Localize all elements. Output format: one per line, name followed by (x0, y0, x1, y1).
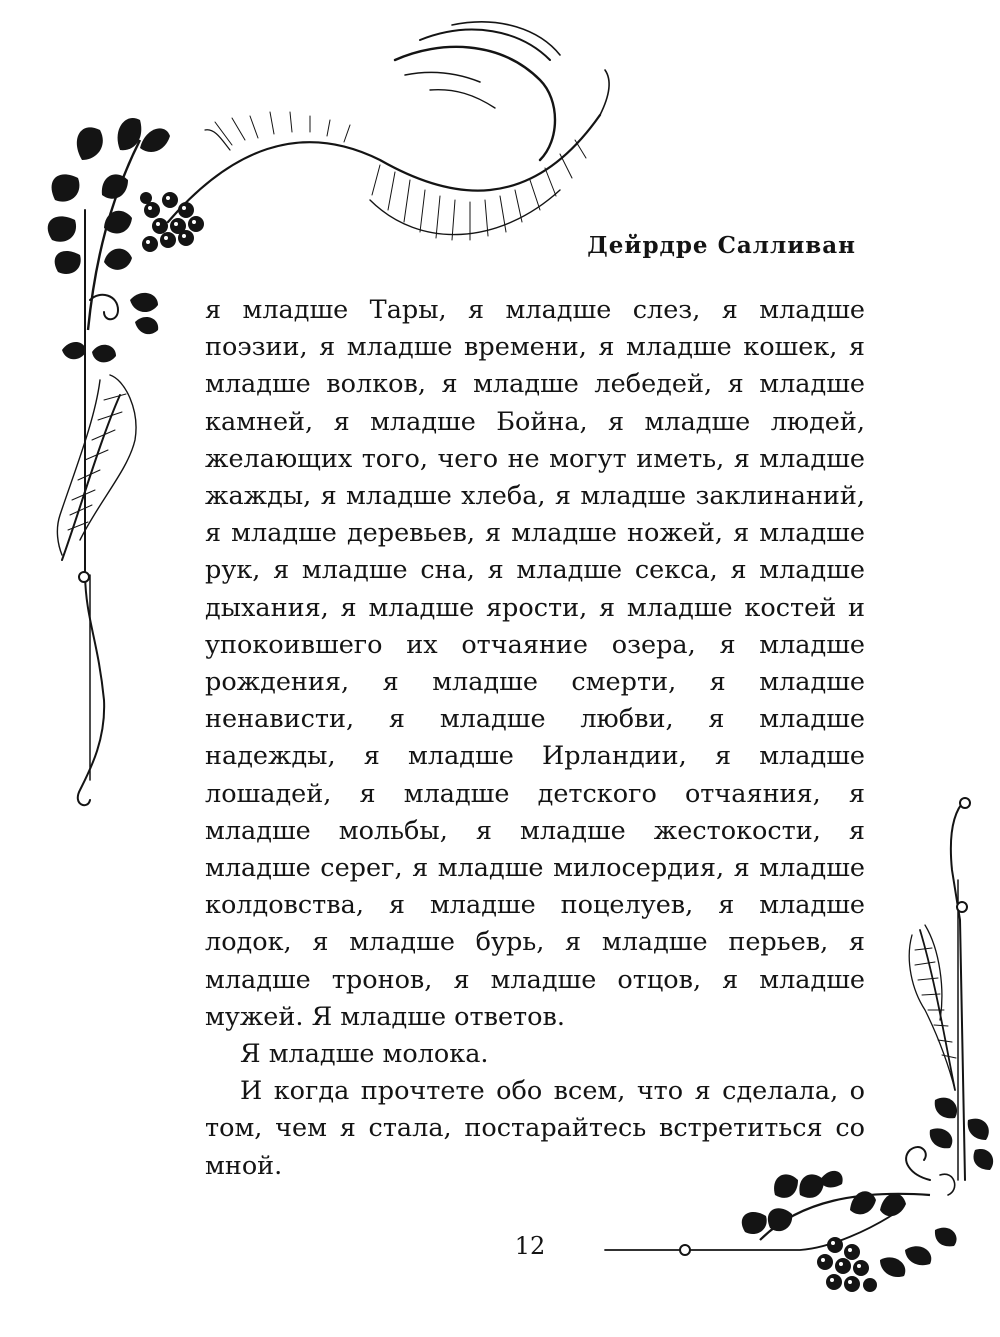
paragraph: я младше Тары, я младше слез, я младше поэзии, я младше времени, я младше кошек, я младше волков, я младше лебедей, я младше камней, я младше Бойна, я младше людей, желающих того, чего не могут иметь, я младше жажды, я младше хлеба, я младше заклинаний, я младше деревьев, я младше ножей, я младше рук, я младше сна, я младше секса, я младше дыхания, я младше ярости, я младше костей и упокоившего их отчаяние озера, я младше рождения, я младше смерти, я младше ненависти, я младше любви, я младше надежды, я младше Ирландии, я младше лошадей, я младше детского отчаяния, я младше мольбы, я младше жестокости, я младше серег, я младше милосердия, я младше колдовства, я младше поцелуев, я младше лодок, я младше бурь, я младше перьев, я младше тронов, я младше отцов, я младше мужей. Я младше ответов. (205, 295, 865, 1032)
body-text (205, 292, 865, 1185)
page-number: 12 (514, 1232, 546, 1260)
paragraph: И когда прочтете обо всем, что я сделала, о том, чем я стала, постарайтесь встретиться со мной. (205, 1076, 865, 1181)
author-header: Дейрдре Салливан (587, 232, 856, 259)
feather-left-icon (57, 375, 136, 560)
feather-top-icon (168, 22, 609, 240)
paragraph: Я младше молока. (240, 1039, 489, 1070)
feather-right-icon (909, 925, 956, 1090)
